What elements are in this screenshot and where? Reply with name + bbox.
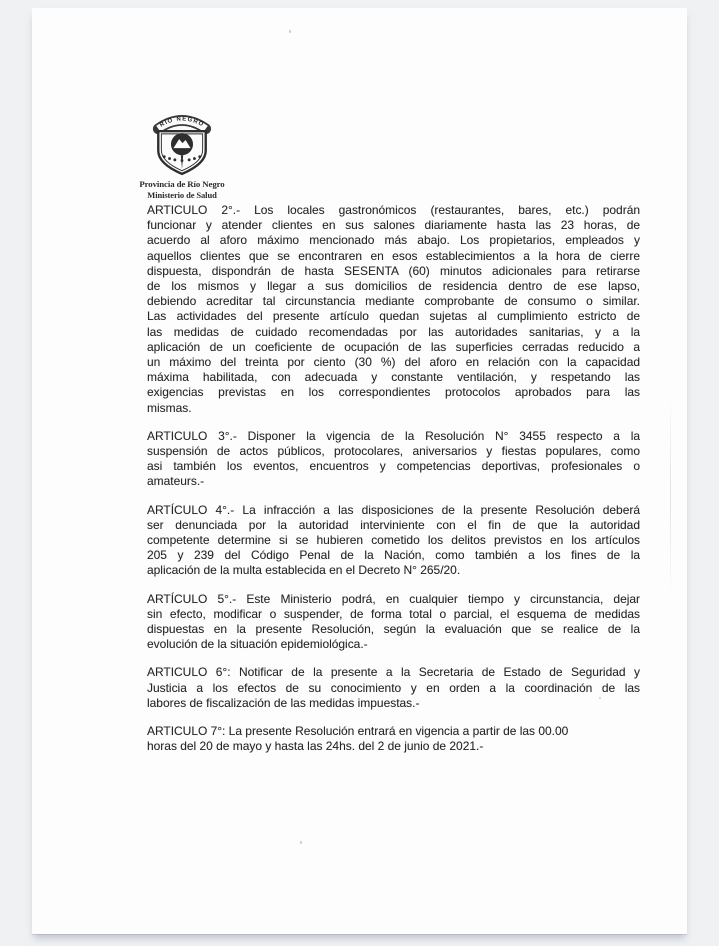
text-line: Las actividades del presente artículo quedan sujetas al cumplimiento estricto de [147,309,640,324]
text-line: labores de fiscalización de las medidas impuestas.- [147,695,420,710]
text-line: amateurs.- [147,474,205,489]
text-line: máxima habilitada, con adecuada y constante ventilación, y respetando las [147,370,640,385]
text-line: evolución de la situación epidemiológica.- [147,637,368,652]
text-line: ARTICULO 2°.- Los locales gastronómicos (restaurantes, bares, etc.) podrán [147,203,640,217]
document-page [32,8,687,934]
text-line: dispuestas en la presente Resolución, según la evaluación que se realice de la [147,622,640,637]
letterhead [110,108,254,200]
text-line: funcionar y atender clientes en sus salones diariamente hasta las 23 horas, de [147,218,640,233]
text-line: de los mismos y llegar a sus domicilios de residencia dentro de ese lapso, [147,279,640,294]
text-line: aplicación de un coeficiente de ocupación de las superficies cerradas reducido a [147,339,640,354]
article-paragraph [147,429,640,490]
scan-artifact-line [670,390,671,600]
logo-banner-text: RIO NEGRO [159,116,205,129]
scan-artifact-speck [289,30,291,33]
text-line: exigencias previstas en los correspondientes protocolos aprobados para las [147,385,640,400]
text-line: mismas. [147,400,192,415]
article-paragraph [147,665,640,711]
text-line: dispuesta, dispondrán de hasta SESENTA (60) minutos adicionales para retirarse [147,263,640,278]
article-paragraph [147,503,640,579]
text-line: debiendo acreditar tal circunstancia mediante comprobante de consumo o similar. [147,294,640,309]
text-line: horas del 20 de mayo y hasta las 24hs. del 2 de junio de 2021.- [147,739,484,754]
article-paragraph [147,203,640,416]
text-line: competente determine si se hubieren cometido los delitos previstos en los artículos [147,533,640,548]
org-name-province: Provincia de Río Negro [139,179,225,189]
text-line: 205 y 239 del Código Penal de la Nación, como también a los fines de la [147,548,640,563]
scan-artifact-speck [599,697,601,699]
text-line: aquellos clientes que se encontraren en esos establecimientos a la hora de cierre [147,248,640,263]
text-line: aplicación de la multa establecida en el Decreto N° 265/20. [147,563,461,578]
org-name-ministry: Ministerio de Salud [147,189,217,200]
text-line: asi también los eventos, encuentros y competencias deportivas, profesionales o [147,459,640,474]
text-line: acuerdo al aforo máximo mencionado más abajo. Los propietarios, empleados y [147,233,640,248]
rio-negro-shield-icon [144,108,220,178]
article-paragraph [147,592,640,653]
text-line: ser denunciada por la autoridad interviniente con el fin de que la autoridad [147,517,640,532]
text-line: ARTICULO 7°: La presente Resolución entrará en vigencia a partir de las 00.00 [147,724,569,739]
text-line: un máximo del treinta por ciento (30 %) del aforo en relación con la capacidad [147,355,640,370]
text-line: ARTÍCULO 5°.- Este Ministerio podrá, en cualquier tiempo y circunstancia, dejar [147,591,640,606]
text-line: Justicia a los efectos de su conocimiento y en orden a la coordinación de las [147,680,640,695]
text-line: suspensión de actos públicos, protocolares, aniversarios y fiestas populares, como [147,444,640,459]
text-line: ARTICULO 3°.- Disponer la vigencia de la Resolución N° 3455 respecto a la [147,428,640,443]
resolution-body [147,203,640,768]
article-paragraph [147,724,640,754]
text-line: sin efecto, modificar o suspender, de forma total o parcial, el esquema de medidas [147,606,640,621]
text-line: ARTÍCULO 4°.- La infracción a las disposiciones de la presente Resolución deberá [147,502,640,517]
scan-artifact-speck [300,841,302,844]
text-line: ARTICULO 6°: Notificar de la presente a la Secretaria de Estado de Seguridad y [147,665,640,680]
text-line: las medidas de cuidado recomendadas por las autoridades sanitarias, y a la [147,324,640,339]
